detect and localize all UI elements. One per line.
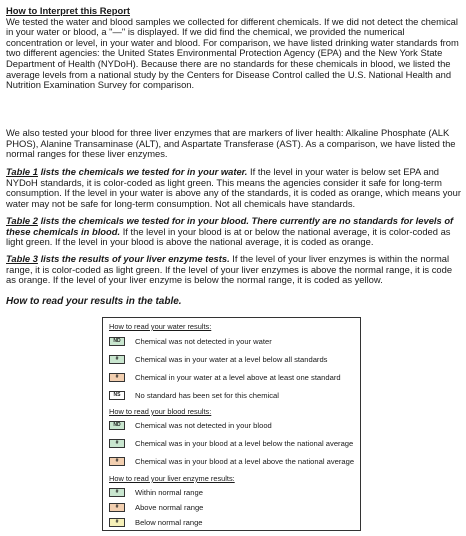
table3-paragraph [6, 254, 462, 286]
legend-row-text: No standard has been set for this chemical [135, 391, 279, 400]
table3-lead-text: lists the results of your liver enzyme tests. [37, 253, 230, 264]
blood-legend-heading: How to read your blood results: [109, 407, 212, 416]
legend-swatch: # [109, 503, 125, 512]
legend-box [102, 317, 361, 531]
legend-row-liver-2 [109, 518, 203, 527]
table1-label: Table 1 [6, 166, 38, 177]
legend-row-text: Chemical was not detected in your water [135, 337, 272, 346]
legend-swatch: NS [109, 391, 125, 400]
legend-row-text: Within normal range [135, 488, 203, 497]
liver-legend-heading: How to read your liver enzyme results: [109, 474, 235, 483]
section-heading: How to Interpret this Report [6, 5, 130, 16]
legend-swatch: # [109, 518, 125, 527]
legend-row-text: Above normal range [135, 503, 204, 512]
enzymes-paragraph: We also tested your blood for three liver enzymes that are markers of liver health: Alkaline Phosphate (ALK PHOS), Alanine Transaminase (ALT), and Aspartate Transferase (AST). As a comparison, we have listed the normal ranges for these liver enzymes. [6, 127, 456, 160]
legend-swatch: # [109, 488, 125, 497]
table3-lead [6, 253, 230, 264]
how-to-read-heading: How to read your results in the table. [6, 296, 182, 307]
table3-label: Table 3 [6, 253, 38, 264]
intro-paragraph: We tested the water and blood samples we collected for different chemicals. If we did not detect the chemical in your water or blood, a "—" is displayed. If we did find the chemical, we provided the numerical concentration or level, in your water and blood. For comparison, we have listed drinking water standards from two different agencies: the United States Environmental Protection Agency (EPA) and the New York State Department of Health (NYDoH). Because there are no standards for these chemicals in blood, we listed the average levels from a national study by the Centers for Disease Control called the U.S. National Health and Nutrition Examination Survey for comparison. [6, 15, 459, 91]
legend-row-blood-2 [109, 457, 354, 466]
legend-swatch: # [109, 373, 125, 382]
legend-row-liver-0 [109, 488, 203, 497]
legend-row-water-1 [109, 355, 327, 364]
table1-paragraph [6, 167, 462, 209]
intro-section [6, 6, 462, 91]
table2-paragraph [6, 216, 462, 248]
legend-row-text: Chemical was not detected in your blood [135, 421, 272, 430]
table1-body: If the level in your water is below set EPA and NYDoH standards, it is color-coded as light green. This means the agencies consider it safe for long-term consumption. If the level in your water is above any of the standards, it is coded as orange, which means your water may not be safe for long-term consumption. Not all chemicals have standards. [6, 166, 461, 209]
table3-body: If the level of your liver enzymes is within the normal range, it is color-coded as light green. If the level of your liver enzymes is above the normal range, it is code as orange. If the level of your liver enzyme is below the normal range, it is coded as yellow. [6, 253, 453, 286]
legend-row-text: Chemical was in your blood at a level above the national average [135, 457, 355, 466]
legend-row-text: Chemical was in your blood at a level below the national average [135, 439, 354, 448]
legend-swatch: # [109, 457, 125, 466]
legend-row-text: Chemical was in your water at a level below all standards [135, 355, 328, 364]
water-legend-heading: How to read your water results: [109, 322, 212, 331]
legend-row-text: Chemical in your water at a level above at least one standard [135, 373, 341, 382]
legend-row-liver-1 [109, 503, 203, 512]
legend-row-water-2 [109, 373, 341, 382]
legend-swatch: ND [109, 421, 125, 430]
legend-row-blood-0 [109, 421, 272, 430]
table2-lead-text: lists the chemicals we tested for in your blood. There currently are no standards for levels of these chemicals in blood. [6, 215, 454, 237]
table1-lead [6, 166, 247, 177]
legend-row-text: Below normal range [135, 518, 203, 527]
table2-body: If the level in your blood is at or below the national average, it is color-coded as light green. If the level in your blood is above the national average, it is coded as orange. [6, 225, 451, 248]
legend-swatch: # [109, 439, 125, 448]
legend-swatch: # [109, 355, 125, 364]
legend-row-water-0 [109, 337, 272, 346]
legend-row-blood-1 [109, 439, 353, 448]
table1-lead-text: lists the chemicals we tested for in your water. [37, 166, 248, 177]
legend-swatch: ND [109, 337, 125, 346]
legend-row-water-3 [109, 391, 279, 400]
table2-label: Table 2 [6, 215, 38, 226]
